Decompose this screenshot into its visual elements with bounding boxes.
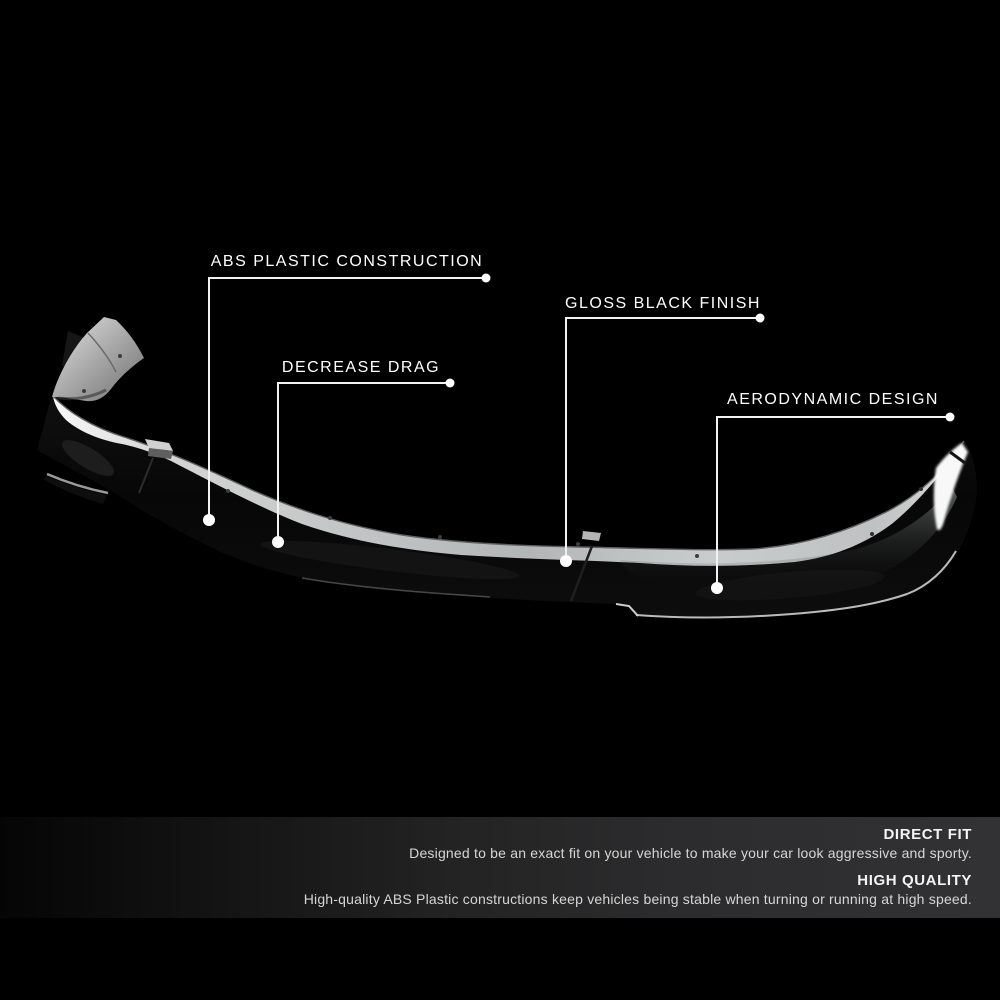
callout-point-dot-abs bbox=[203, 514, 215, 526]
callout-end-dot-aero bbox=[946, 413, 955, 422]
callout-end-dot-gloss bbox=[756, 314, 765, 323]
callout-line-gloss bbox=[566, 318, 758, 559]
feature-description: High-quality ABS Plastic constructions keep vehicles being stable when turning or running at high speed. bbox=[303, 891, 972, 907]
callout-end-dot-abs bbox=[482, 274, 491, 283]
callout-point-dot-gloss bbox=[560, 555, 572, 567]
callout-label-decrease-drag: DECREASE DRAG bbox=[281, 359, 441, 376]
callout-label-abs-plastic: ABS PLASTIC CONSTRUCTION bbox=[210, 253, 484, 270]
feature-direct-fit bbox=[409, 826, 972, 863]
callout-label-gloss-black: GLOSS BLACK FINISH bbox=[565, 295, 761, 312]
callout-label-aerodynamic: AERODYNAMIC DESIGN bbox=[727, 391, 939, 408]
feature-title: DIRECT FIT bbox=[883, 826, 972, 843]
feature-title: HIGH QUALITY bbox=[857, 872, 972, 889]
callout-end-dot-drag bbox=[446, 379, 455, 388]
feature-description: Designed to be an exact fit on your vehicle to make your car look aggressive and sporty. bbox=[409, 845, 972, 861]
callout-line-abs bbox=[209, 278, 484, 519]
callout-point-dot-aero bbox=[711, 582, 723, 594]
feature-band bbox=[0, 817, 1000, 918]
feature-high-quality bbox=[304, 872, 972, 909]
callout-point-dot-drag bbox=[272, 536, 284, 548]
seam-bump-right bbox=[582, 531, 601, 541]
